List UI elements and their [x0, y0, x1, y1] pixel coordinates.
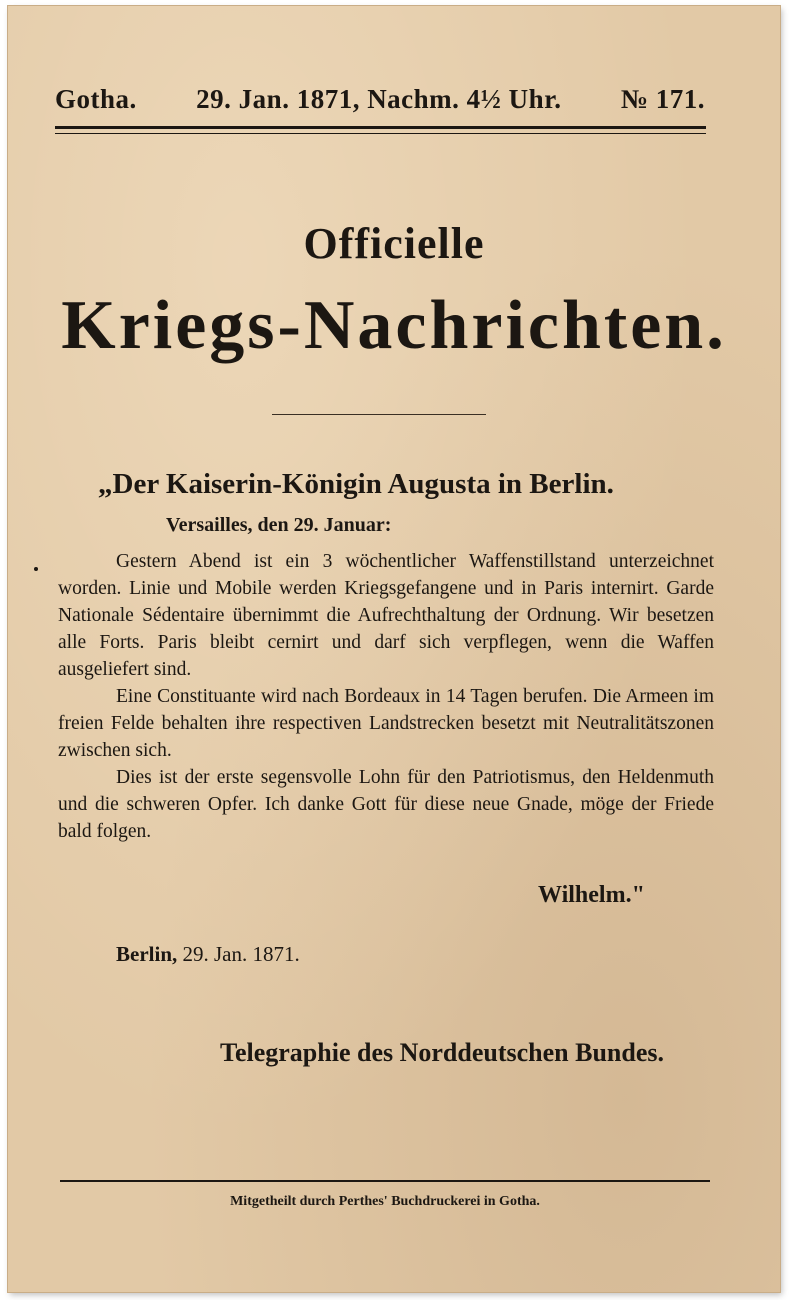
broadsheet-page [8, 6, 780, 1292]
masthead-place: Gotha. [55, 84, 137, 114]
masthead [55, 84, 705, 115]
title-officielle: Officielle [303, 219, 485, 268]
title-divider [272, 414, 486, 415]
source-line: Telegraphie des Norddeutschen Bundes. [220, 1038, 664, 1067]
masthead-double-rule [55, 126, 706, 134]
origin-date: 29. Jan. 1871. [182, 942, 300, 966]
masthead-datetime: 29. Jan. 1871, Nachm. 4½ Uhr. [196, 84, 562, 114]
masthead-number: № 171. [620, 84, 705, 114]
telegram-body [58, 548, 714, 845]
origin-place: Berlin, [116, 942, 178, 966]
telegram-addressee: „Der Kaiserin-Königin Augusta in Berlin. [98, 468, 614, 500]
telegram-dateline: Versailles, den 29. Januar: [166, 514, 392, 536]
telegram-paragraph-1: Gestern Abend ist ein 3 wöchentlicher Waffenstillstand unterzeichnet worden. Linie und Mobile werden Kriegsgefangene und in Paris internirt. Garde Nationale Sédentaire übernimmt die Aufrechthaltung der Ordnung. Wir besetzen alle Forts. Paris bleibt cernirt und darf sich verpflegen, wenn die Waffen ausgeliefert sind. [58, 551, 714, 680]
origin-line [116, 942, 300, 967]
title-kriegs-nachrichten: Kriegs-Nachrichten. [61, 287, 727, 364]
printer-imprint: Mitgetheilt durch Perthes' Buchdruckerei in Gotha. [230, 1194, 540, 1209]
telegram-paragraph-2: Eine Constituante wird nach Bordeaux in 14 Tagen berufen. Die Armeen im freien Felde behalten ihre respectiven Landstrecken besetzt mit Neutralitätszonen zwischen sich. [58, 686, 714, 761]
telegram-paragraph-3: Dies ist der erste segensvolle Lohn für den Patriotismus, den Heldenmuth und die schweren Opfer. Ich danke Gott für diese neue Gnade, möge der Friede bald folgen. [58, 767, 714, 842]
footer-rule [60, 1180, 710, 1182]
telegram-signature: Wilhelm." [538, 882, 645, 908]
ink-speck [34, 567, 38, 571]
